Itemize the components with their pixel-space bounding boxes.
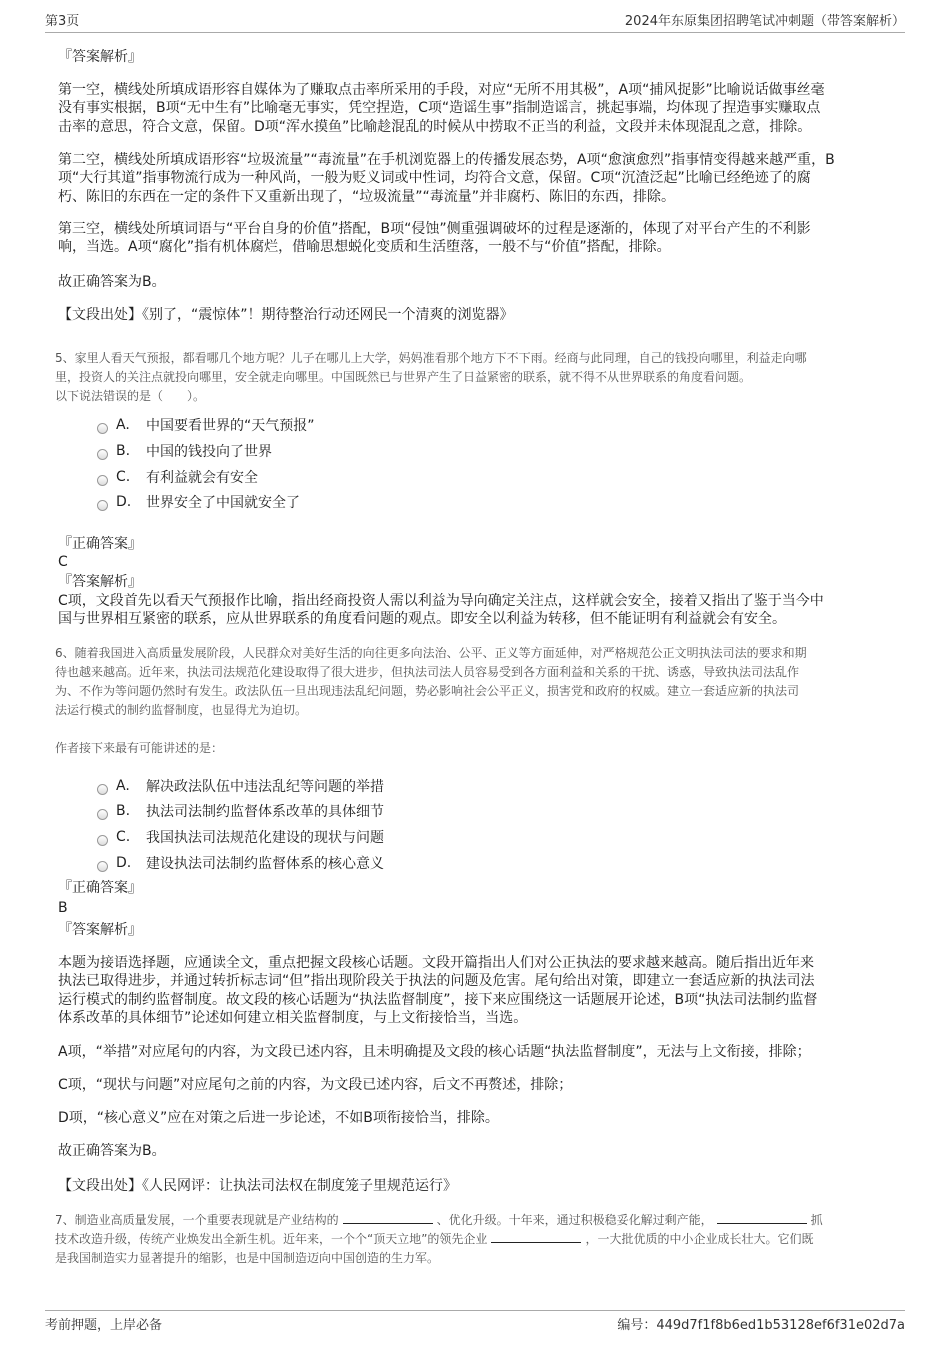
analysis-text [58,954,817,1028]
option-a[interactable] [97,776,384,796]
text-line: 执法已取得进步，并通过转折标志词“但”指出现阶段关于执法的问题及危害。尾句给出对策，即建立一套适应新的执法司法 [58,973,815,990]
option-text: 解决政法队伍中违法乱纪等问题的举措 [146,779,384,795]
option-text: 有利益就会有安全 [146,470,258,486]
document-id: 编号：449d7f1f8b6ed1b53128ef6f31e02d7a [617,1318,905,1333]
question-5-stem [55,349,807,406]
option-letter: D. [116,855,132,871]
text-line: 5、家里人看天气预报，都看哪几个地方呢？儿子在哪儿上大学，妈妈准看那个地方下不下雨。经商与此同理，自己的钱投向哪里，利益走向哪 [55,351,807,365]
source-citation: 【文段出处】《别了，“震惊体”！期待整治行动还网民一个清爽的浏览器》 [58,307,514,323]
conclusion: 故正确答案为B。 [58,1143,166,1159]
text-line: 朽、陈旧的东西在一定的条件下又重新出现了，“垃圾流量”“毒流量”并非腐朽、陈旧的东西，排除。 [58,188,676,205]
footer-slogan: 考前押题，上岸必备 [45,1318,163,1333]
option-text: 建设执法司法制约监督体系的核心意义 [146,856,384,872]
document-title: 2024年东原集团招聘笔试冲刺题（带答案解析） [624,14,905,29]
fill-blank-1[interactable] [343,1211,433,1224]
text-line: 里，投资人的关注点就投向哪里，安全就走向哪里。中国既然已与世界产生了日益紧密的联系，就不得不从世界联系的角度看问题。 [55,370,752,384]
correct-answer-label: 『正确答案』 [58,536,142,552]
fill-blank-2[interactable] [717,1211,807,1224]
text-line: 第一空，横线处所填成语形容自媒体为了赚取点击率所采用的手段，对应“无所不用其极”，A项“捕风捉影”比喻说话做事丝毫 [58,82,825,98]
radio-button[interactable] [97,449,108,460]
option-d-note: D项，“核心意义”应在对策之后进一步论述，不如B项衔接恰当，排除。 [58,1110,499,1126]
option-letter: A. [116,778,130,794]
stem-text: 7、制造业高质量发展，一个重要表现就是产业结构的 [55,1213,339,1227]
text-line: 项“大行其道”指事物流行成为一种风尚，一般为贬义词或中性词，均符合文意，保留。C项“沉渣泛起”比喻已经绝迹了的腐 [58,170,811,187]
option-c[interactable] [97,467,258,487]
text-line: 法运行模式的制约监督制度，也显得尤为迫切。 [55,703,308,717]
correct-answer: B [58,900,68,916]
text-line: 国与世界相互紧密的联系，应从世界联系的角度看问题的观点。即安全以利益为转移，但不能证明有利益就会有安全。 [58,611,786,628]
radio-button[interactable] [97,475,108,486]
text-line: 第二空，横线处所填成语形容“垃圾流量”“毒流量”在手机浏览器上的传播发展态势，A项“愈演愈烈”指事情变得越来越严重，B [58,152,835,168]
stem-text: ，一大批优质的中小企业成长壮大。它们既 [585,1232,814,1246]
analysis-label: 『答案解析』 [58,574,142,590]
analysis-paragraph-2 [58,151,835,206]
option-c[interactable] [97,827,384,847]
option-text: 中国的钱投向了世界 [146,444,272,460]
option-text: 我国执法司法规范化建设的现状与问题 [146,830,384,846]
option-c-note: C项，“现状与问题”对应尾句之前的内容，为文段已述内容，后文不再赘述，排除； [58,1077,573,1093]
option-d[interactable] [97,853,384,873]
stem-text: 技术改造升级，传统产业焕发出全新生机。近年来，一个个“顶天立地”的领先企业 [55,1232,488,1246]
analysis-label: 『答案解析』 [58,922,142,938]
header-divider [45,32,905,33]
analysis-text [58,592,824,629]
text-line: 没有事实根据，B项“无中生有”比喻毫无事实，凭空捏造，C项“造谣生事”指制造谣言，挑起事端，均体现了捏造事实赚取点 [58,100,821,117]
option-a[interactable] [97,415,315,435]
text-line: C项，文段首先以看天气预报作比喻，指出经商投资人需以利益为导向确定关注点，这样就会安全，接着又指出了鉴于当今中 [58,593,824,609]
fill-blank-3[interactable] [491,1230,581,1243]
stem-text: 、优化升级。十年来，通过积极稳妥化解过剩产能， [436,1213,713,1227]
option-letter: B. [116,803,131,819]
text-line: 体系改革的具体细节”论述如何建立相关监督制度，与上文衔接恰当，当选。 [58,1010,528,1027]
source-citation: 【文段出处】《人民网评：让执法司法权在制度笼子里规范运行》 [58,1178,457,1194]
option-text: 世界安全了中国就安全了 [146,495,300,511]
option-d[interactable] [97,492,300,512]
question-6-prompt: 作者接下来最有可能讲述的是： [55,741,224,755]
analysis-label: 『答案解析』 [58,49,142,65]
text-line: 第三空，横线处所填词语与“平台自身的价值”搭配，B项“侵蚀”侧重强调破坏的过程是逐渐的，体现了对平台产生的不利影 [58,221,811,237]
option-letter: A. [116,417,130,433]
conclusion: 故正确答案为B。 [58,274,166,290]
question-6-stem [55,644,807,720]
text-line: 以下说法错误的是（ ）。 [55,389,206,403]
option-letter: C. [116,829,131,845]
radio-button[interactable] [97,809,108,820]
question-7-stem [55,1211,823,1268]
option-b[interactable] [97,441,272,461]
radio-button[interactable] [97,500,108,511]
text-line: 响，当选。A项“腐化”指有机体腐烂，借喻思想蜕化变质和生活堕落，一般不与“价值”搭配，排除。 [58,239,671,256]
text-line: 运行模式的制约监督制度。故文段的核心话题为“执法监督制度”，接下来应围绕这一话题展开论述，B项“执法司法制约监督 [58,991,818,1008]
text-line: 击率的意思，符合文意，保留。D项“浑水摸鱼”比喻趁混乱的时候从中捞取不正当的利益，文段并未体现混乱之意，排除。 [58,118,812,135]
radio-button[interactable] [97,784,108,795]
radio-button[interactable] [97,835,108,846]
radio-button[interactable] [97,423,108,434]
page-number: 第3页 [45,14,80,29]
option-letter: C. [116,469,131,485]
option-letter: B. [116,443,131,459]
option-letter: D. [116,494,132,510]
stem-text: 抓 [810,1213,823,1227]
option-text: 执法司法制约监督体系改革的具体细节 [146,804,384,820]
text-line: 为、不作为等问题仍然时有发生。政法队伍一旦出现违法乱纪问题，势必影响社会公平正义，损害党和政府的权威。建立一套适应新的执法司 [55,684,800,698]
text-line: 待也越来越高。近年来，执法司法规范化建设取得了很大进步，但执法司法人员容易受到各方面利益和关系的干扰、诱惑，导致执法司法乱作 [55,665,800,679]
correct-answer: C [58,554,68,570]
analysis-paragraph-1 [58,81,825,136]
text-line: 6、随着我国进入高质量发展阶段，人民群众对美好生活的向往更多向法治、公平、正义等方面延伸，对严格规范公正文明执法司法的要求和期 [55,646,807,660]
option-a-note: A项，“举措”对应尾句的内容，为文段已述内容，且未明确提及文段的核心话题“执法监督制度”，无法与上文衔接，排除； [58,1044,811,1060]
footer-divider [45,1310,905,1311]
correct-answer-label: 『正确答案』 [58,880,142,896]
text-line: 本题为接语选择题，应通读全文，重点把握文段核心话题。文段开篇指出人们对公正执法的要求越来越高。随后指出近年来 [58,955,814,971]
option-text: 中国要看世界的“天气预报” [146,418,315,434]
stem-text: 是我国制造实力显著提升的缩影，也是中国制造迈向中国创造的生力军。 [55,1251,440,1265]
radio-button[interactable] [97,861,108,872]
analysis-paragraph-3 [58,220,811,257]
option-b[interactable] [97,801,384,821]
